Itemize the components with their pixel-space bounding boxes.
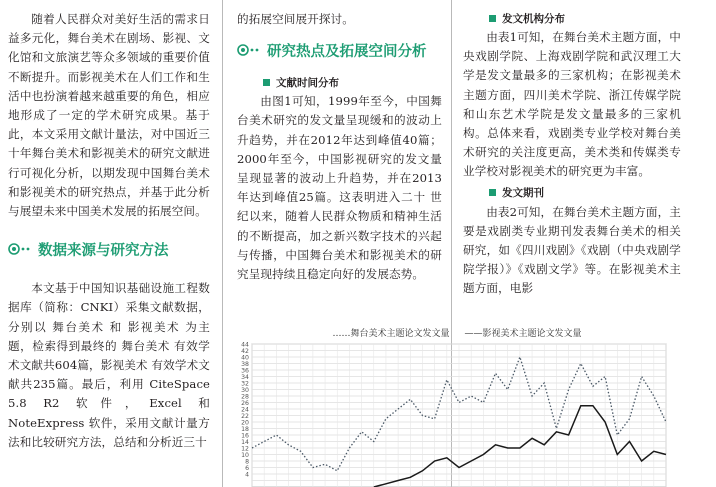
legend-item-film: ——影视美术主题论文发文量 (464, 329, 582, 339)
y-tick-label: 8 (245, 458, 249, 466)
subsection-heading-institution (463, 8, 681, 28)
column-2 (237, 0, 442, 284)
y-tick-label: 16 (241, 432, 249, 440)
y-tick-label: 10 (241, 452, 249, 459)
journal-paragraph: 由表2可知，在舞台美术主题方面，主要是戏剧类专业期刊发表舞台美术的相关研究，如《四川戏剧》《戏剧（中央戏剧学院学报）》《戏剧文学》等。在影视美术主题方面，电影 (463, 204, 681, 296)
y-tick-label: 38 (241, 361, 249, 368)
y-tick-label: 32 (241, 380, 249, 388)
section-bullet-icon (8, 241, 32, 257)
y-tick-label: 26 (241, 400, 249, 407)
green-square-icon (489, 189, 496, 196)
subsection-heading-journal (463, 183, 681, 203)
section-title: 研究热点及拓展空间分析 (267, 43, 427, 60)
continuation-text: 的拓展空间展开探讨。 (237, 12, 354, 26)
section-heading-hotspot (237, 32, 442, 68)
column-rule-left (222, 0, 223, 487)
y-tick-label: 36 (241, 367, 249, 375)
y-tick-label: 34 (241, 374, 249, 381)
chart-plot (236, 340, 678, 487)
y-tick-label: 14 (241, 439, 249, 446)
y-tick-label: 20 (241, 419, 249, 427)
subsection-title: 文献时间分布 (276, 76, 339, 89)
institution-paragraph: 由表1可知，在舞台美术主题方面，中央戏剧学院、上海戏剧学院和武汉理工大学是发文量最多的三家机构；在影视美术主题方面，四川美术学院、浙江传媒学院和山东艺术学院是发文量最多的三家机构。总体来看，戏剧类专业学校对舞台美术研究的关注度更高，美术类和传媒类专业学校对影视美术的研究更为丰富。 (463, 30, 681, 179)
time-distribution-paragraph: 由图1可知，1999年至今，中国舞台美术研究的发文量呈现缓和的波动上升趋势，并在2012年达到峰值40篇；2000年至今，中国影视研究的发文量呈现显著的波动上升趋势，并在2013年达到峰值25篇。这表明进入二十 世纪以来，随着人民群众物质和精神生活的不断提高，加之新兴数字技术的兴起与传播，中国舞台美术和影视美术的研究呈现持续且稳定向好的发展态势。 (237, 94, 442, 282)
green-square-icon (489, 15, 496, 22)
column-1 (8, 0, 210, 452)
green-square-icon (263, 79, 270, 86)
intro-paragraph: 随着人民群众对美好生活的需求日益多元化，舞台美术在剧场、影视、文化馆和文旅演艺等众多领域的重要价值不断提升。而影视美术在人们工作和生活中也扮演着越来越重要的角色，相应地形成了一定的学术研究成果。基于此，本文采用文献计量法，对中国近三十年舞台美术和影视美术的研究文献进行可视化分析，以期发现中国舞台美术和影视美术的研究热点，并基于此分析与展望未来中国美术发展的拓展空间。 (8, 12, 210, 219)
subsection-title: 发文期刊 (502, 187, 544, 200)
y-tick-label: 40 (241, 354, 249, 362)
y-tick-label: 30 (241, 387, 249, 394)
section-bullet-icon (237, 42, 261, 58)
section-heading-data-source (8, 231, 210, 267)
subsection-heading-time (237, 72, 442, 92)
section-title: 数据来源与研究方法 (38, 242, 169, 259)
y-tick-label: 24 (241, 406, 249, 414)
y-tick-label: 42 (241, 348, 249, 355)
y-tick-label: 28 (241, 393, 249, 401)
figure-1-line-chart (236, 326, 678, 487)
y-tick-label: 12 (241, 445, 249, 453)
y-tick-label: 22 (241, 413, 249, 420)
y-tick-label: 6 (245, 465, 249, 472)
column-3 (463, 0, 681, 299)
method-paragraph: 本文基于中国知识基础设施工程数据库（简称：CNKI）采集文献数据，分别以 舞台美术 和 影视美术 为主题，检索得到最终的 舞台美术 有效学术文献共604篇，影视美术 有效学术文献共235篇。最后，利用 CiteSpace 5.8 R2 软件，Excel 和 NoteExpress 软件，采用文献计量方法和比较研究方法，总结和分析近三十 (8, 281, 210, 449)
legend-item-stage: ……舞台美术主题论文发文量 (332, 329, 450, 339)
y-tick-label: 18 (241, 426, 249, 433)
subsection-title: 发文机构分布 (502, 12, 565, 25)
y-tick-label: 44 (241, 341, 249, 349)
y-tick-label: 4 (245, 471, 249, 479)
chart-legend (236, 326, 678, 340)
